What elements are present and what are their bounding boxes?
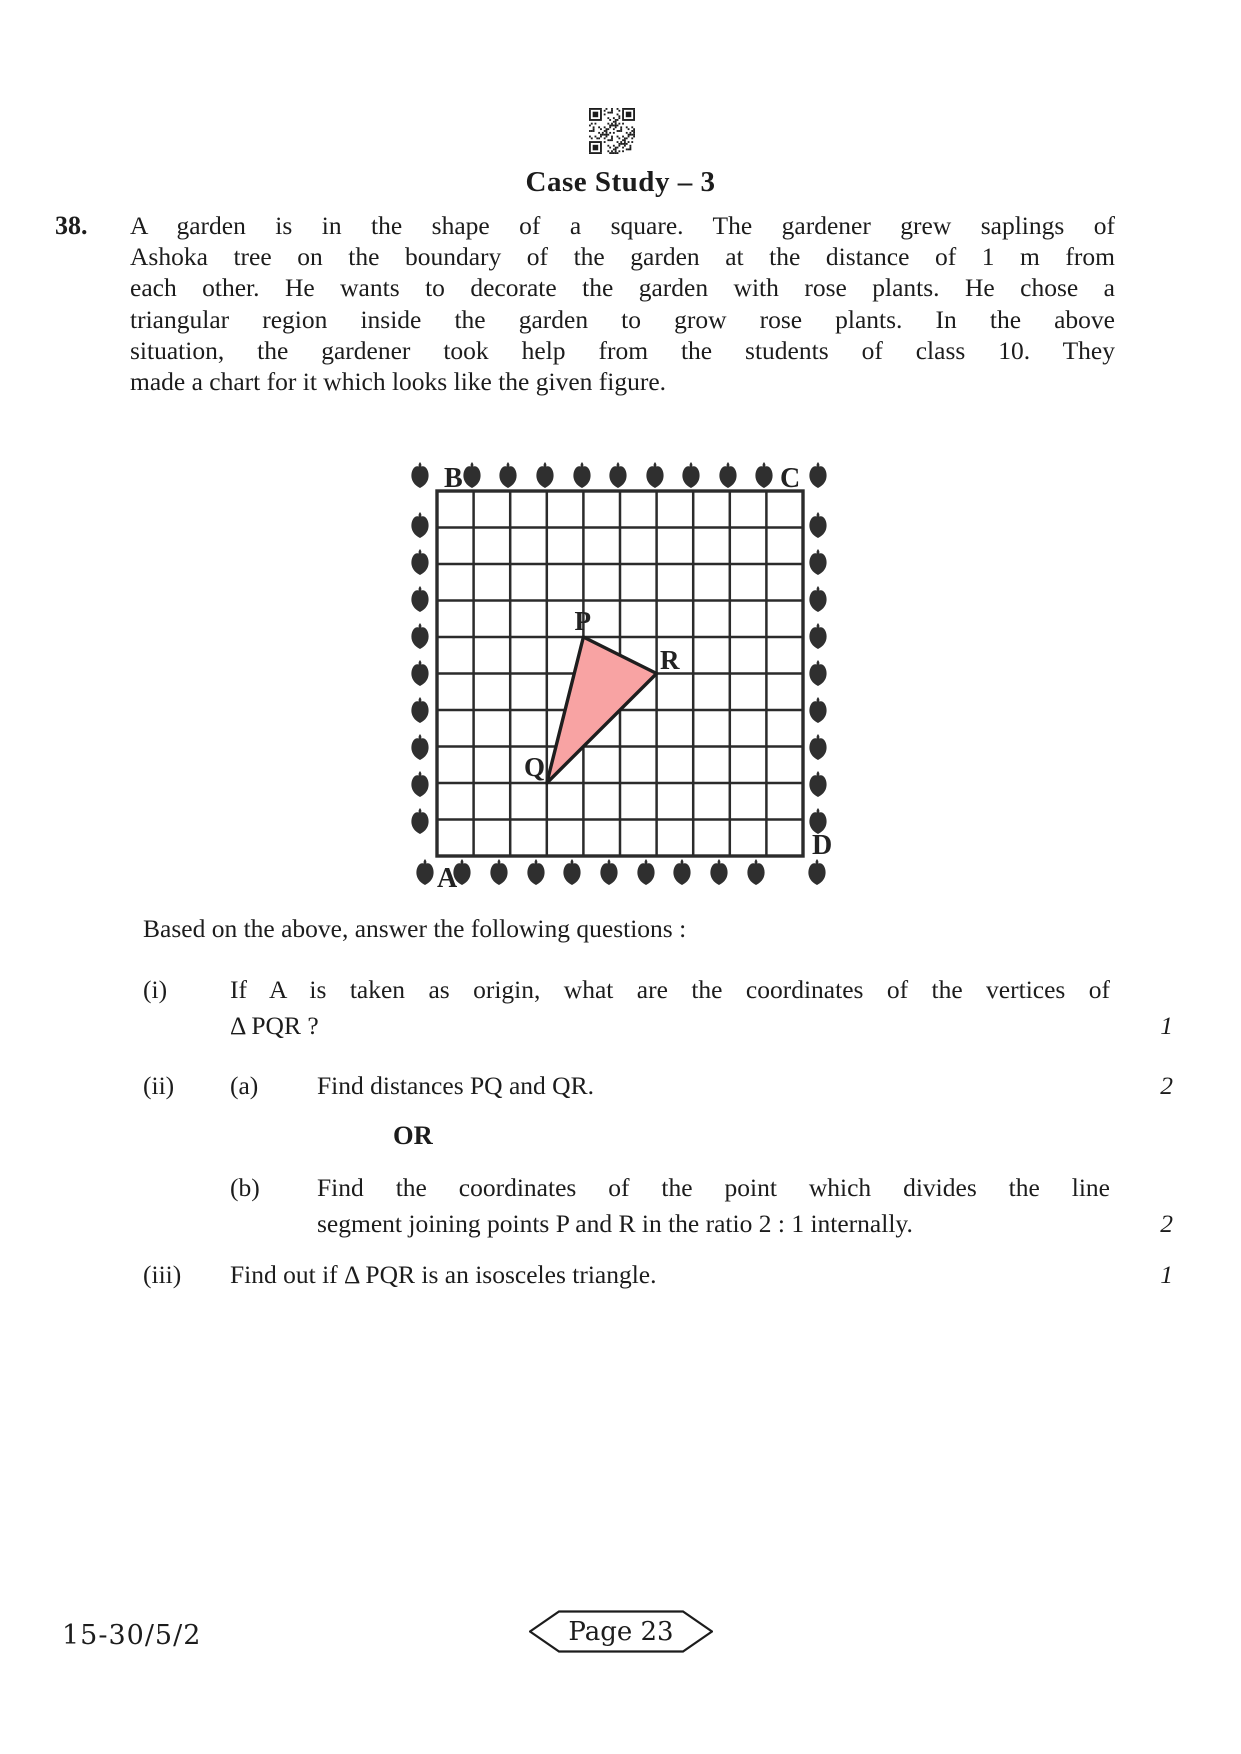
- qr-module: [617, 108, 619, 110]
- part-ii-a-row: [143, 1068, 1173, 1104]
- qr-module: [628, 141, 630, 143]
- marks-value: 1: [1160, 1011, 1173, 1040]
- qr-module: [618, 123, 620, 125]
- sapling-tree-icon: [646, 462, 663, 488]
- qr-module: [591, 130, 593, 132]
- qr-module: [617, 130, 619, 132]
- qr-module: [598, 132, 600, 134]
- qr-module: [611, 112, 613, 114]
- qr-module: [604, 130, 606, 132]
- qr-module: [618, 150, 620, 152]
- sapling-tree-icon: [499, 462, 516, 488]
- corner-label-b: B: [444, 463, 463, 494]
- qr-module: [629, 147, 631, 149]
- qr-module: [604, 114, 606, 116]
- part-text: [230, 972, 1110, 1044]
- qr-module: [613, 145, 615, 147]
- qr-module: [615, 152, 617, 154]
- qr-module: [618, 130, 620, 132]
- qr-module: [609, 125, 611, 127]
- paragraph-line: triangular region inside the garden to grow rose plants. In the above: [130, 304, 1115, 334]
- based-prompt: Based on the above, answer the following questions :: [143, 914, 687, 943]
- qr-module: [618, 115, 620, 117]
- qr-module: [617, 141, 619, 143]
- marks-value: 2: [1160, 1071, 1173, 1100]
- qr-module: [613, 125, 615, 127]
- garden-figure: [395, 440, 845, 890]
- qr-module: [622, 136, 624, 138]
- qr-module: [628, 128, 630, 130]
- qr-module: [607, 128, 609, 130]
- question-parts: [143, 972, 1173, 1293]
- qr-module: [622, 108, 635, 110]
- qr-module: [633, 134, 635, 136]
- qr-module: [626, 112, 632, 118]
- part-text: [230, 1257, 1110, 1293]
- part-sub-label: (b): [230, 1173, 260, 1202]
- qr-module: [600, 128, 602, 130]
- sapling-tree-icon: [609, 462, 626, 488]
- sapling-tree-icon: [747, 859, 764, 885]
- qr-module: [596, 137, 598, 139]
- qr-module: [633, 130, 635, 132]
- qr-module: [620, 126, 622, 128]
- qr-module: [622, 143, 624, 145]
- qr-module: [613, 148, 615, 150]
- qr-module: [624, 137, 626, 139]
- qr-module: [593, 128, 595, 130]
- qr-module: [604, 126, 606, 128]
- page-number-badge: [529, 1610, 713, 1653]
- qr-module: [609, 152, 611, 154]
- qr-module: [629, 145, 631, 147]
- qr-module: [609, 147, 611, 149]
- part-line: segment joining points P and R in the ratio 2 : 1 internally.: [317, 1209, 913, 1238]
- sapling-tree-icon: [809, 586, 826, 612]
- qr-module: [624, 145, 626, 147]
- qr-module: [613, 117, 615, 119]
- qr-module: [600, 136, 602, 138]
- qr-module: [600, 110, 602, 119]
- sapling-tree-icon: [809, 623, 826, 649]
- qr-module: [589, 141, 602, 143]
- qr-module: [633, 128, 635, 130]
- sapling-tree-icon: [755, 462, 772, 488]
- qr-module: [613, 128, 615, 130]
- qr-module: [615, 126, 617, 128]
- qr-module: [611, 125, 613, 127]
- qr-module: [618, 110, 620, 112]
- qr-module: [589, 136, 591, 138]
- qr-module: [606, 132, 608, 134]
- qr-module: [628, 136, 630, 138]
- qr-module: [613, 121, 615, 123]
- qr-module: [593, 145, 599, 151]
- qr-module: [593, 126, 595, 128]
- sapling-tree-icon: [411, 586, 428, 612]
- qr-module: [629, 148, 631, 150]
- qr-module: [620, 128, 622, 130]
- qr-module: [595, 136, 597, 138]
- qr-module: [607, 139, 609, 141]
- qr-module: [617, 125, 619, 127]
- qr-module: [615, 150, 617, 152]
- qr-module: [609, 132, 611, 134]
- qr-module: [607, 117, 609, 119]
- qr-module: [624, 141, 626, 143]
- qr-module: [615, 119, 617, 121]
- sapling-tree-icon: [490, 859, 507, 885]
- sapling-tree-icon: [563, 859, 580, 885]
- qr-module: [611, 139, 613, 141]
- sapling-tree-icon: [682, 462, 699, 488]
- qr-module: [609, 139, 611, 141]
- qr-module: [607, 123, 609, 125]
- qr-module: [626, 148, 628, 150]
- qr-module: [607, 112, 609, 114]
- qr-module: [615, 147, 617, 149]
- sapling-tree-icon: [719, 462, 736, 488]
- part-label: (iii): [143, 1260, 182, 1289]
- qr-module: [633, 136, 635, 138]
- qr-module: [631, 141, 633, 143]
- qr-module: [628, 134, 630, 136]
- part-ii-b-row: [143, 1170, 1173, 1242]
- qr-module: [602, 134, 604, 136]
- sapling-tree-icon: [710, 859, 727, 885]
- corner-label-c: C: [780, 463, 801, 494]
- part-sub-label: (a): [230, 1071, 259, 1100]
- qr-module: [606, 128, 608, 130]
- sapling-tree-icon: [536, 462, 553, 488]
- case-study-title: Case Study – 3: [525, 166, 716, 198]
- qr-module: [615, 121, 617, 123]
- or-separator: OR: [393, 1120, 433, 1150]
- part-label: (i): [143, 975, 168, 1004]
- part-line: If A is taken as origin, what are the coordinates of the vertices of: [230, 975, 1110, 1004]
- qr-module: [618, 117, 620, 119]
- qr-module: [611, 150, 613, 152]
- qr-module: [604, 141, 606, 143]
- qr-module: [600, 134, 602, 136]
- qr-module: [626, 137, 628, 139]
- qr-module: [622, 110, 624, 119]
- qr-module: [633, 132, 635, 134]
- sapling-tree-icon: [527, 859, 544, 885]
- sapling-tree-icon: [673, 859, 690, 885]
- qr-module: [631, 137, 633, 139]
- page-number-label: Page 23: [568, 1617, 674, 1647]
- part-text: [317, 1068, 1110, 1104]
- sapling-tree-icon: [809, 734, 826, 760]
- qr-module: [602, 132, 604, 134]
- qr-module: [606, 136, 608, 138]
- qr-module: [618, 137, 620, 139]
- sapling-tree-icon: [463, 462, 480, 488]
- qr-module: [611, 110, 613, 112]
- paragraph-line: each other. He wants to decorate the garden with rose plants. He chose a: [130, 273, 1115, 303]
- sapling-tree-icon: [809, 697, 826, 723]
- sapling-tree-icon: [809, 512, 826, 538]
- qr-module: [617, 147, 619, 149]
- qr-module: [606, 134, 608, 136]
- qr-module: [622, 123, 624, 125]
- qr-module: [593, 112, 599, 118]
- qr-module: [618, 143, 620, 145]
- qr-module: [626, 143, 628, 145]
- vertex-label-q: Q: [523, 752, 545, 782]
- question-number: 38.: [55, 211, 88, 240]
- qr-module: [589, 110, 591, 119]
- sapling-tree-icon: [416, 859, 433, 885]
- qr-module: [631, 134, 633, 136]
- sapling-tree-icon: [637, 859, 654, 885]
- qr-module: [595, 123, 597, 125]
- paragraph-line: A garden is in the shape of a square. The gardener grew saplings of: [130, 211, 1115, 240]
- qr-module: [617, 136, 619, 138]
- sapling-tree-icon: [411, 660, 428, 686]
- sapling-tree-icon: [573, 462, 590, 488]
- sapling-tree-icon: [411, 697, 428, 723]
- qr-module: [613, 152, 615, 154]
- sapling-tree-icon: [411, 771, 428, 797]
- qr-module: [611, 136, 613, 138]
- qr-module: [618, 145, 620, 147]
- qr-module: [629, 134, 631, 136]
- part-line: Δ PQR ?: [230, 1011, 319, 1040]
- qr-module: [611, 137, 613, 139]
- part-iii-row: [143, 1257, 1173, 1293]
- qr-module: [589, 119, 602, 121]
- qr-module: [626, 126, 628, 128]
- qr-module: [615, 123, 617, 125]
- qr-module: [617, 114, 619, 116]
- qr-module: [607, 145, 609, 147]
- qr-module: [598, 137, 600, 139]
- sapling-tree-icon: [411, 808, 428, 834]
- qr-module: [631, 130, 633, 132]
- part-line: Find out if Δ PQR is an isosceles triangle.: [230, 1260, 657, 1289]
- sapling-tree-icon: [411, 512, 428, 538]
- vertex-label-p: P: [574, 606, 591, 636]
- qr-module: [617, 119, 619, 121]
- corner-label-a: A: [437, 863, 458, 890]
- question-38-block: [55, 210, 1115, 397]
- qr-module: [611, 123, 613, 125]
- qr-module: [589, 108, 602, 110]
- qr-code-icon: [589, 108, 635, 154]
- qr-module: [620, 141, 622, 143]
- qr-module: [620, 130, 622, 132]
- marks-value: 2: [1160, 1209, 1173, 1238]
- qr-module: [589, 125, 591, 127]
- qr-module: [604, 134, 606, 136]
- qr-module: [622, 119, 635, 121]
- part-line: Find the coordinates of the point which divides the line: [317, 1173, 1110, 1202]
- qr-module: [620, 143, 622, 145]
- part-label: (ii): [143, 1071, 175, 1100]
- paragraph-line: Ashoka tree on the boundary of the garden at the distance of 1 m from: [130, 242, 1115, 272]
- qr-module: [600, 143, 602, 152]
- sapling-tree-icon: [808, 859, 825, 885]
- paragraph-line: situation, the gardener took help from the students of class 10. They: [130, 335, 1115, 365]
- qr-module: [607, 134, 609, 136]
- part-i-row: [143, 972, 1173, 1044]
- sapling-tree-icon: [411, 623, 428, 649]
- qr-module: [589, 143, 591, 152]
- qr-module: [622, 139, 624, 141]
- qr-module: [604, 137, 606, 139]
- qr-module: [589, 152, 602, 154]
- qr-module: [613, 132, 615, 134]
- marks-value: 1: [1160, 1260, 1173, 1289]
- qr-module: [624, 139, 626, 141]
- sapling-tree-icon: [809, 462, 826, 488]
- qr-module: [615, 125, 617, 127]
- qr-module: [611, 152, 613, 154]
- qr-module: [626, 132, 628, 134]
- sapling-tree-icon: [411, 549, 428, 575]
- sapling-tree-icon: [809, 549, 826, 575]
- qr-module: [598, 126, 600, 128]
- qr-module: [609, 126, 611, 128]
- paragraph-line: made a chart for it which looks like the given figure.: [130, 367, 667, 397]
- sapling-tree-icon: [411, 734, 428, 760]
- qr-module: [589, 130, 591, 132]
- qr-module: [604, 110, 606, 112]
- qr-module: [631, 126, 633, 128]
- corner-label-d: D: [812, 830, 833, 861]
- qr-module: [593, 130, 595, 132]
- qr-module: [591, 137, 593, 139]
- qr-module: [617, 152, 619, 154]
- qr-module: [591, 123, 593, 125]
- sapling-tree-icon: [600, 859, 617, 885]
- qr-module: [609, 119, 611, 121]
- qr-module: [629, 132, 631, 134]
- qr-module: [615, 148, 617, 150]
- sapling-tree-icon: [411, 462, 428, 488]
- qr-module: [624, 143, 626, 145]
- question-paragraph: [130, 210, 1115, 397]
- paper-code: 15-30/5/2: [62, 1620, 202, 1651]
- qr-module: [622, 150, 624, 152]
- vertex-label-r: R: [660, 645, 680, 675]
- qr-module: [606, 108, 608, 110]
- part-text: [317, 1170, 1110, 1242]
- part-line: Find distances PQ and QR.: [317, 1071, 594, 1100]
- qr-module: [622, 147, 624, 149]
- qr-module: [606, 130, 608, 132]
- qr-module: [628, 148, 630, 150]
- qr-module: [609, 112, 611, 114]
- qr-module: [611, 108, 613, 110]
- qr-module: [607, 150, 609, 152]
- sapling-tree-icon: [809, 771, 826, 797]
- qr-module: [633, 110, 635, 119]
- sapling-tree-icon: [809, 660, 826, 686]
